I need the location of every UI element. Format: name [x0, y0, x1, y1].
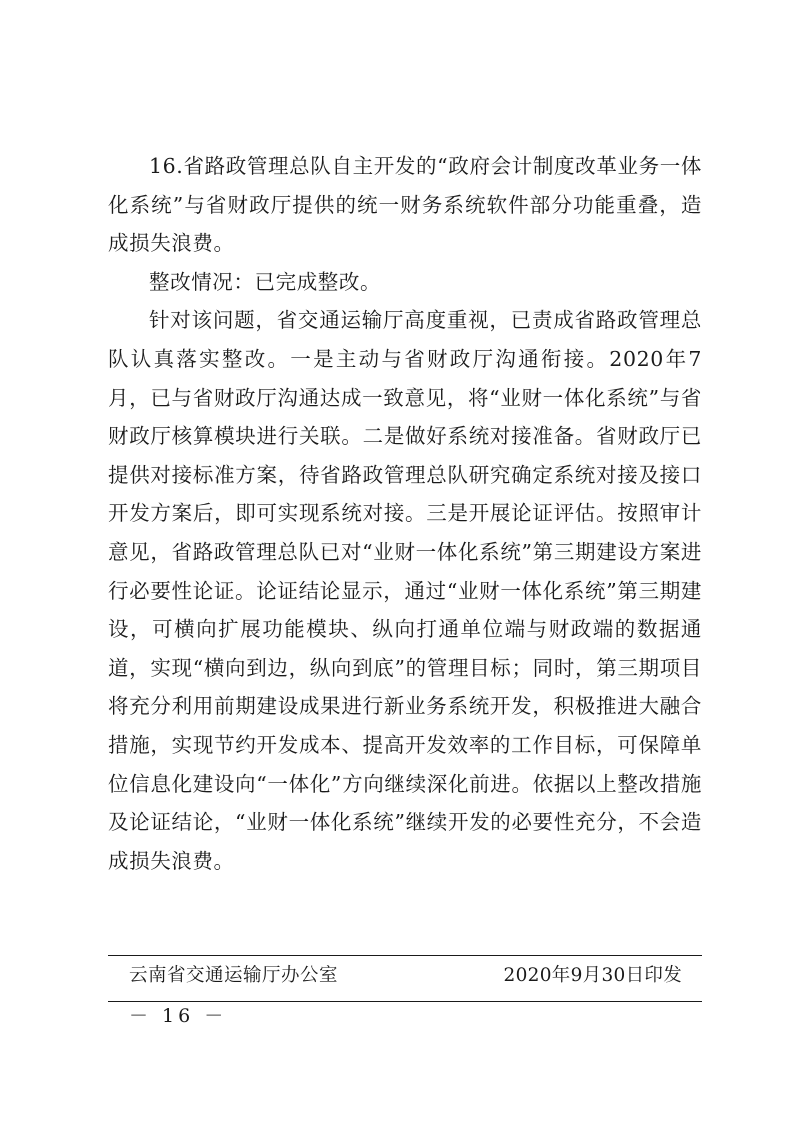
paragraph-rectification-details: 针对该问题，省交通运输厅高度重视，已责成省路政管理总队认真落实整改。一是主动与省财政厅沟通衔接。2020年7月，已与省财政厅沟通达成一致意见，将“业财一体化系统”与省财政厅核算模块进行关联。二是做好系统对接准备。省财政厅已提供对接标准方案，待省路政管理总队研究确定系统对接及接口开发方案后，即可实现系统对接。三是开展论证评估。按照审计意见，省路政管理总队已对“业财一体化系统”第三期建设方案进行必要性论证。论证结论显示，通过“业财一体化系统”第三期建设，可横向扩展功能模块、纵向打通单位端与财政端的数据通道，实现“横向到边，纵向到底”的管理目标；同时，第三期项目将充分利用前期建设成果进行新业务系统开发，积极推进大融合措施，实现节约开发成本、提高开发效率的工作目标，可保障单位信息化建设向“一体化”方向继续深化前进。依据以上整改措施及论证结论，“业财一体化系统”继续开发的必要性充分，不会造成损失浪费。 — [108, 308, 702, 873]
body-text — [108, 147, 702, 880]
paragraph-issue-16: 16.省路政管理总队自主开发的“政府会计制度改革业务一体化系统”与省财政厅提供的统一财务系统软件部分功能重叠，造成损失浪费。 — [108, 154, 702, 256]
paragraph-rectification-status: 整改情况：已完成整改。 — [149, 269, 382, 294]
footer-issuer: 云南省交通运输厅办公室 — [129, 965, 339, 986]
page-number: － 16 － — [129, 1005, 228, 1027]
footer-date: 2020年9月30日印发 — [503, 965, 682, 986]
footer-top-rule — [108, 955, 702, 956]
